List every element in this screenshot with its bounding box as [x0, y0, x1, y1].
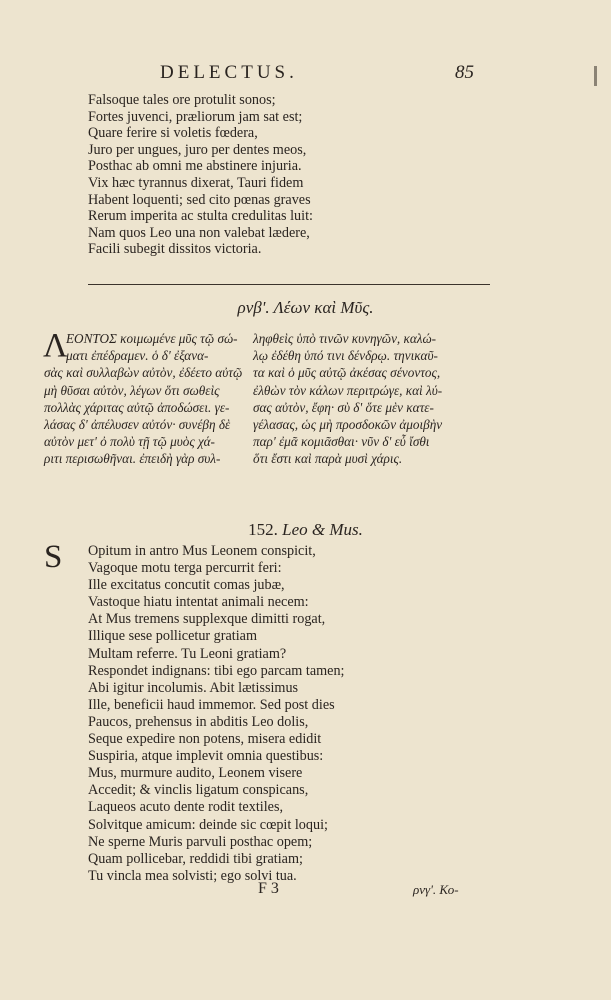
greek-right-column — [253, 330, 493, 468]
fable-number: 152. — [248, 520, 278, 539]
verse-line: Juro per ungues, juro per dentes meos, — [88, 141, 307, 158]
verse-line: Posthac ab omni me abstinere injuria. — [88, 158, 302, 175]
latin-line: Vagoque motu terga percurrit feri: — [88, 560, 282, 577]
verse-line: Rerum imperita ac stulta credulitas luit: — [88, 208, 313, 225]
greek-line: πολλὰς χάριτας αὐτῷ ἀποδώσει. γε- — [44, 399, 230, 415]
verse-line: Facili subegit dissitos victoria. — [88, 241, 262, 258]
greek-line: σὰς καὶ συλλαβὼν αὐτὸν, ἐδέετο αὐτῷ — [44, 365, 243, 381]
greek-line: ὅτι ἔστι καὶ παρὰ μυσὶ χάρις. — [253, 451, 403, 467]
verse-line: Falsoque tales ore protulit sonos; — [88, 92, 276, 108]
greek-line: σας αὐτὸν, ἔφη· σὺ δ' ὅτε μὲν κατε- — [253, 399, 434, 415]
greek-line: γέλασας, ὡς μὴ προσδοκῶν ἀμοιβὴν — [253, 416, 443, 432]
page-header — [0, 62, 611, 86]
greek-line: ΕΟΝΤΟΣ κοιμωμένε μῦς τῷ σώ- — [66, 331, 238, 346]
latin-line: Suspiria, atque implevit omnia questibus: — [88, 748, 324, 765]
signature-mark: F 3 — [258, 880, 279, 897]
page-number: 85 — [455, 62, 474, 83]
latin-line: Quam pollicebar, reddidi tibi gratiam; — [88, 850, 303, 867]
greek-line: ἐλθὼν τὸν κάλων περιτρώγε, καὶ λύ- — [253, 382, 443, 398]
latin-line: Seque expedire non potens, misera edidit — [88, 731, 322, 748]
running-title: DELECTUS. — [160, 62, 298, 83]
latin-line: Tu vincla mea solvisti; ego solvi tua. — [88, 867, 297, 884]
latin-dropcap: S — [44, 539, 63, 575]
latin-line: At Mus tremens supplexque dimitti rogat, — [88, 611, 326, 628]
verse-line: Vix hæc tyrannus dixerat, Tauri fidem — [88, 174, 304, 191]
latin-line: Ille, beneficii haud immemor. Sed post dies — [88, 696, 335, 713]
verse-line: Quare ferire si voletis fœdera, — [88, 125, 258, 142]
greek-line: ριτι περισωθῆναι. ἐπειδὴ γὰρ συλ- — [44, 451, 221, 467]
latin-line: Opitum in antro Mus Leonem conspicit, — [88, 543, 316, 559]
latin-line: Paucos, prehensus in abditis Leo dolis, — [88, 713, 309, 730]
greek-line: ληφθεὶς ὑπὸ τινῶν κυνηγῶν, καλώ- — [253, 331, 437, 346]
latin-line: Respondet indignans: tibi ego parcam tamen; — [88, 662, 345, 679]
latin-line: Accedit; & vinclis ligatum conspicans, — [88, 782, 309, 799]
greek-line: αὐτὸν μετ' ὀ πολὺ τῇ τῷ μυὸς χά- — [44, 434, 215, 450]
latin-line: Abi igitur incolumis. Abit lætissimus — [88, 679, 299, 696]
latin-fable-title — [0, 520, 611, 540]
latin-line: Laqueos acuto dente rodit textiles, — [88, 799, 284, 816]
greek-left-column — [43, 327, 244, 468]
catchword: ρνγ'. Κο- — [413, 882, 459, 897]
greek-line: τα καὶ ὁ μῦς αὐτῷ ἀκέσας σένοντος, — [253, 365, 441, 381]
latin-line: Ne sperne Muris parvuli posthac opem; — [88, 833, 313, 850]
latin-fable-text — [88, 543, 345, 885]
greek-line: λῳ ἐδέθη ὑπό τινι δένδρῳ. τηνικαῦ- — [253, 348, 438, 364]
latin-line: Ille excitatus concutit comas jubæ, — [88, 577, 285, 594]
latin-line: Multam referre. Tu Leoni gratiam? — [88, 645, 287, 662]
greek-line: μὴ θῦσαι αὐτὸν, λέγων ὅτι σωθεὶς — [44, 382, 220, 398]
greek-line: λάσας δ' ἀπέλυσεν αὐτόν· συνέβη δὲ — [44, 416, 231, 432]
greek-fable-title: ρνβ'. Λέων καὶ Μῦς. — [237, 298, 374, 317]
greek-line: παρ' ἐμᾶ κομιᾶσθαι· νῦν δ' εὖ ἴσθι — [253, 434, 430, 450]
fable-title: Leo & Mus. — [282, 520, 363, 539]
greek-dropcap: Λ — [43, 327, 68, 364]
page-edge-mark — [594, 66, 597, 86]
latin-line: Illique sese pollicetur gratiam — [88, 628, 258, 645]
greek-line: ματι ἐπέδραμεν. ὁ δ' ἐξανα- — [66, 348, 209, 364]
verse-line: Nam quos Leo una non valebat lædere, — [88, 224, 310, 241]
latin-line: Vastoque hiatu intentat animali necem: — [88, 594, 309, 611]
latin-line: Mus, murmure audito, Leonem visere — [88, 765, 303, 782]
section-divider — [88, 284, 490, 285]
latin-line: Solvitque amicum: deinde sic cœpit loqui; — [88, 816, 328, 833]
top-verse — [88, 92, 313, 258]
verse-line: Habent loquenti; sed cito pœnas graves — [88, 191, 311, 208]
verse-line: Fortes juvenci, præliorum jam sat est; — [88, 108, 303, 125]
